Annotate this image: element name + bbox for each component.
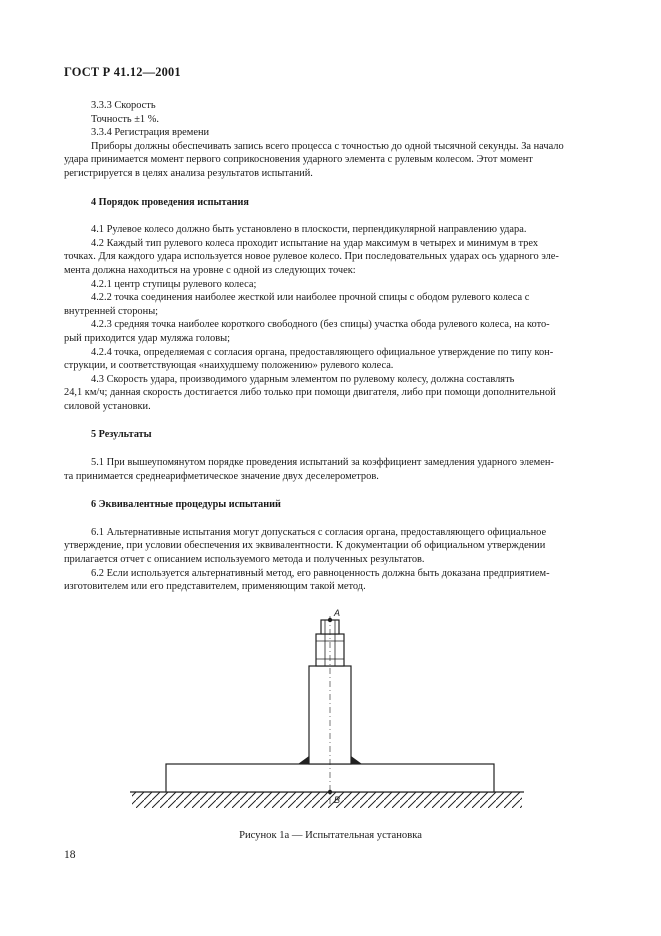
clause-4-2-1: 4.2.1 центр ступицы рулевого колеса;: [91, 278, 257, 290]
clause-4-3-line-1: 4.3 Скорость удара, производимого ударным элементом по рулевому колесу, должна составлять: [91, 373, 515, 385]
clause-4-2-4-line-1: 4.2.4 точка, определяемая с согласия органа, предоставляющего официальное утверждение по типу кон-: [91, 346, 554, 358]
clause-3-3-4-title: 3.3.4 Регистрация времени: [91, 127, 210, 139]
clause-4-2-3-line-1: 4.2.3 средняя точка наиболее короткого свободного (без спицы) участка обода рулевого колеса, на кото-: [91, 319, 550, 331]
page-number: 18: [64, 848, 76, 861]
clause-5-1-line-2: та принимается среднеарифметическое значение двух деселерометров.: [64, 470, 379, 482]
section-6-heading: 6 Эквивалентные процедуры испытаний: [91, 499, 281, 511]
clause-4-2-2-line-2: внутренней стороны;: [64, 305, 159, 317]
point-a-label: A: [334, 608, 341, 618]
section-4-heading: 4 Порядок проведения испытания: [91, 196, 249, 208]
clause-4-1: 4.1 Рулевое колесо должно быть установлено в плоскости, перпендикулярной направлению удара.: [91, 224, 527, 236]
weld-left: [298, 756, 309, 764]
clause-5-1-line-1: 5.1 При вышеупомянутом порядке проведения испытаний за коэффициент замедления ударного элемен-: [91, 457, 554, 469]
clause-3-3-3-title: 3.3.3 Скорость: [91, 100, 156, 111]
clause-3-3-3-accuracy: Точность ±1 %.: [91, 113, 159, 125]
weld-right: [351, 756, 362, 764]
point-b-marker: [328, 790, 332, 794]
ground-hatch: [132, 792, 522, 808]
clause-4-2-2-line-1: 4.2.2 точка соединения наиболее жесткой или наиболее прочной спицы с ободом рулевого колеса с: [91, 292, 530, 304]
section-5-heading: 5 Результаты: [91, 429, 152, 441]
clause-6-2-line-2: изготовителем или его представителем, применяющим такой метод.: [64, 581, 366, 593]
clause-3-3-4-line-1: Приборы должны обеспечивать запись всего процесса с точностью до одной тысячной секунды. За начало: [91, 140, 564, 152]
test-setup-figure: [120, 608, 540, 828]
clause-4-2-line-3: мента должна находиться на уровне с одной из следующих точек:: [64, 264, 356, 276]
clause-4-2-3-line-2: рый приходится удар муляжа головы;: [64, 332, 230, 344]
clause-4-2-line-2: точках. Для каждого удара используется новое рулевое колесо. При последовательных ударах ось ударного эле-: [64, 251, 559, 263]
clause-4-2-line-1: 4.2 Каждый тип рулевого колеса проходит испытание на удар максимум в четырех и минимум в трех: [91, 237, 539, 249]
document-body: [64, 99, 600, 594]
clause-3-3-4-line-3: регистрируется в целях анализа результатов испытаний.: [64, 167, 313, 179]
clause-6-2-line-1: 6.2 Если используется альтернативный метод, его равноценность должна быть доказана предприятием-: [91, 567, 550, 579]
clause-6-1-line-3: прилагается отчет с описанием используемого метода и полученных результатов.: [64, 554, 425, 566]
document-code-header: ГОСТ Р 41.12—2001: [64, 65, 181, 79]
clause-3-3-4-line-2: удара принимается момент первого соприкосновения ударного элемента с рулевым колесом. Этот момент: [64, 154, 533, 166]
point-b-label: B: [334, 795, 341, 805]
figure-caption: Рисунок 1а — Испытательная установка: [239, 830, 422, 841]
clause-6-1-line-2: утверждение, при условии обеспечения их эквивалентности. К документации об официальном утверждении: [64, 540, 546, 552]
clause-6-1-line-1: 6.1 Альтернативные испытания могут допускаться с согласия органа, предоставляющего официальное: [91, 526, 547, 538]
point-a-marker: [328, 618, 332, 622]
clause-4-3-line-2: 24,1 км/ч; данная скорость достигается либо только при помощи двигателя, либо при помощи дополнительной: [64, 387, 556, 399]
clause-4-3-line-3: силовой установки.: [64, 400, 151, 412]
clause-4-2-4-line-2: струкции, и соответствующая «наихудшему положению» рулевого колеса.: [64, 360, 394, 372]
